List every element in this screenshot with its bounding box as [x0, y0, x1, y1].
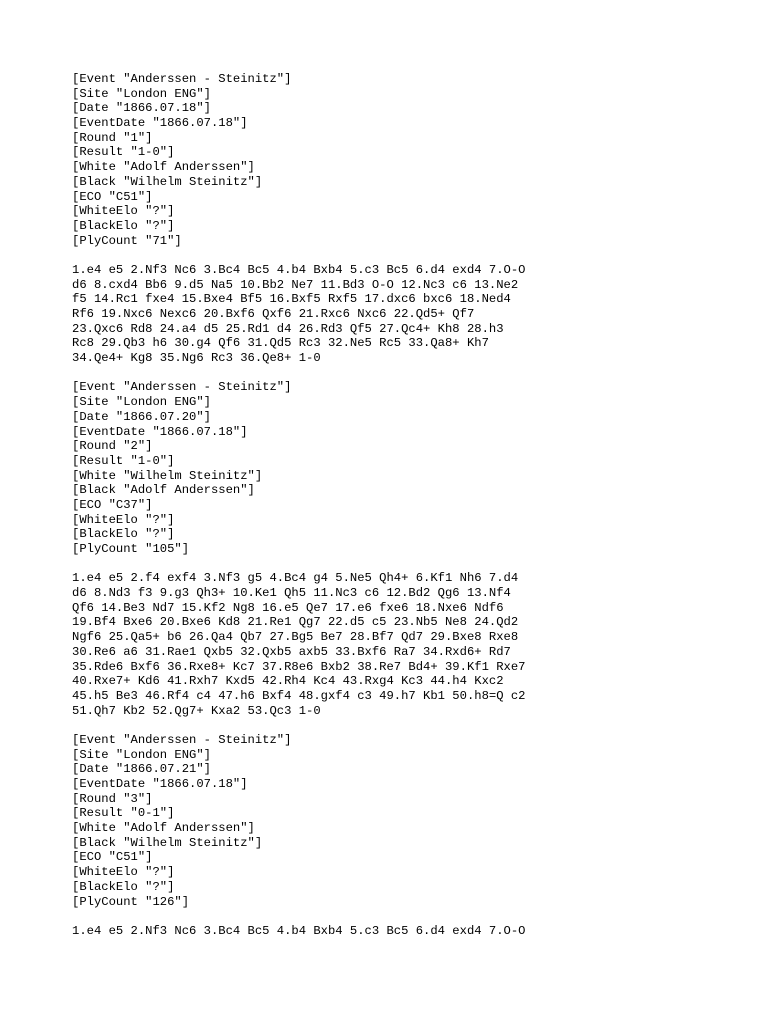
header-black: [Black "Wilhelm Steinitz"] [72, 174, 263, 189]
header-white-elo: [WhiteElo "?"] [72, 204, 175, 219]
move-line: 23.Qxc6 Rd8 24.a4 d5 25.Rd1 d4 26.Rd3 Qf5 27.Qc4+ Kh8 28.h3 [72, 321, 504, 336]
header-date: [Date "1866.07.21"] [72, 762, 211, 777]
header-white: [White "Adolf Anderssen"] [72, 160, 255, 175]
spacer [72, 909, 752, 924]
header-white: [White "Adolf Anderssen"] [72, 821, 255, 836]
header-result: [Result "1-0"] [72, 453, 175, 468]
game-2-headers [72, 380, 752, 556]
header-event: [Event "Anderssen - Steinitz"] [72, 72, 292, 86]
header-event: [Event "Anderssen - Steinitz"] [72, 732, 292, 747]
header-ply-count: [PlyCount "126"] [72, 894, 190, 909]
header-event-date: [EventDate "1866.07.18"] [72, 424, 248, 439]
move-line: d6 8.Nd3 f3 9.g3 Qh3+ 10.Ke1 Qh5 11.Nc3 c6 12.Bd2 Qg6 13.Nf4 [72, 586, 511, 601]
header-ply-count: [PlyCount "105"] [72, 542, 190, 556]
header-result: [Result "1-0"] [72, 145, 175, 160]
header-result: [Result "0-1"] [72, 806, 175, 821]
header-date: [Date "1866.07.18"] [72, 101, 211, 116]
move-line: d6 8.cxd4 Bb6 9.d5 Na5 10.Bb2 Ne7 11.Bd3 O-O 12.Nc3 c6 13.Ne2 [72, 277, 519, 292]
spacer [72, 557, 752, 572]
header-round: [Round "1"] [72, 130, 153, 145]
move-line: Qf6 14.Be3 Nd7 15.Kf2 Ng8 16.e5 Qe7 17.e6 fxe6 18.Nxe6 Ndf6 [72, 600, 504, 615]
header-black-elo: [BlackElo "?"] [72, 218, 175, 233]
game-3 [72, 733, 752, 939]
header-event-date: [EventDate "1866.07.18"] [72, 777, 248, 791]
move-line: Rc8 29.Qb3 h6 30.g4 Qf6 31.Qd5 Rc3 32.Ne5 Rc5 33.Qa8+ Kh7 [72, 336, 489, 351]
header-site: [Site "London ENG"] [72, 86, 211, 101]
header-black: [Black "Wilhelm Steinitz"] [72, 835, 263, 850]
game-3-headers [72, 733, 752, 909]
move-line: 1.e4 e5 2.f4 exf4 3.Nf3 g5 4.Bc4 g4 5.Ne5 Qh4+ 6.Kf1 Nh6 7.d4 [72, 571, 519, 586]
pgn-document [72, 72, 752, 939]
header-site: [Site "London ENG"] [72, 747, 211, 762]
move-line: 30.Re6 a6 31.Rae1 Qxb5 32.Qxb5 axb5 33.Bxf6 Ra7 34.Rxd6+ Rd7 [72, 644, 511, 659]
game-1-moves [72, 263, 752, 366]
header-white-elo: [WhiteElo "?"] [72, 512, 175, 527]
header-eco: [ECO "C51"] [72, 189, 153, 204]
move-line: f5 14.Rc1 fxe4 15.Bxe4 Bf5 16.Bxf5 Rxf5 17.dxc6 bxc6 18.Ned4 [72, 292, 511, 307]
header-event-date: [EventDate "1866.07.18"] [72, 116, 248, 131]
move-line: 1.e4 e5 2.Nf3 Nc6 3.Bc4 Bc5 4.b4 Bxb4 5.c3 Bc5 6.d4 exd4 7.O-O [72, 262, 526, 277]
move-line: 35.Rde6 Bxf6 36.Rxe8+ Kc7 37.R8e6 Bxb2 38.Re7 Bd4+ 39.Kf1 Rxe7 [72, 659, 526, 674]
header-eco: [ECO "C37"] [72, 497, 153, 512]
game-1 [72, 72, 752, 366]
move-line: 19.Bf4 Bxe6 20.Bxe6 Kd8 21.Re1 Qg7 22.d5 c5 23.Nb5 Ne8 24.Qd2 [72, 615, 519, 630]
move-line: Ngf6 25.Qa5+ b6 26.Qa4 Qb7 27.Bg5 Be7 28.Bf7 Qd7 29.Bxe8 Rxe8 [72, 630, 519, 645]
game-1-headers [72, 72, 752, 248]
spacer [72, 366, 752, 381]
header-date: [Date "1866.07.20"] [72, 409, 211, 424]
header-white: [White "Wilhelm Steinitz"] [72, 468, 263, 483]
header-event: [Event "Anderssen - Steinitz"] [72, 380, 292, 395]
game-3-moves [72, 924, 752, 939]
game-2-moves [72, 571, 752, 718]
move-line: Rf6 19.Nxc6 Nexc6 20.Bxf6 Qxf6 21.Rxc6 Nxc6 22.Qd5+ Qf7 [72, 307, 475, 321]
spacer [72, 248, 752, 263]
header-round: [Round "2"] [72, 439, 153, 454]
game-2 [72, 380, 752, 718]
move-line: 1.e4 e5 2.Nf3 Nc6 3.Bc4 Bc5 4.b4 Bxb4 5.c3 Bc5 6.d4 exd4 7.O-O [72, 923, 526, 938]
header-black: [Black "Adolf Anderssen"] [72, 483, 255, 498]
header-black-elo: [BlackElo "?"] [72, 879, 175, 894]
move-line: 40.Rxe7+ Kd6 41.Rxh7 Kxd5 42.Rh4 Kc4 43.Rxg4 Kc3 44.h4 Kxc2 [72, 674, 504, 689]
move-line: 45.h5 Be3 46.Rf4 c4 47.h6 Bxf4 48.gxf4 c3 49.h7 Kb1 50.h8=Q c2 [72, 688, 526, 703]
header-site: [Site "London ENG"] [72, 395, 211, 410]
header-eco: [ECO "C51"] [72, 850, 153, 865]
header-black-elo: [BlackElo "?"] [72, 527, 175, 542]
move-line: 34.Qe4+ Kg8 35.Ng6 Rc3 36.Qe8+ 1-0 [72, 351, 321, 366]
header-ply-count: [PlyCount "71"] [72, 233, 182, 248]
move-line: 51.Qh7 Kb2 52.Qg7+ Kxa2 53.Qc3 1-0 [72, 703, 321, 718]
header-white-elo: [WhiteElo "?"] [72, 865, 175, 880]
header-round: [Round "3"] [72, 791, 153, 806]
spacer [72, 718, 752, 733]
